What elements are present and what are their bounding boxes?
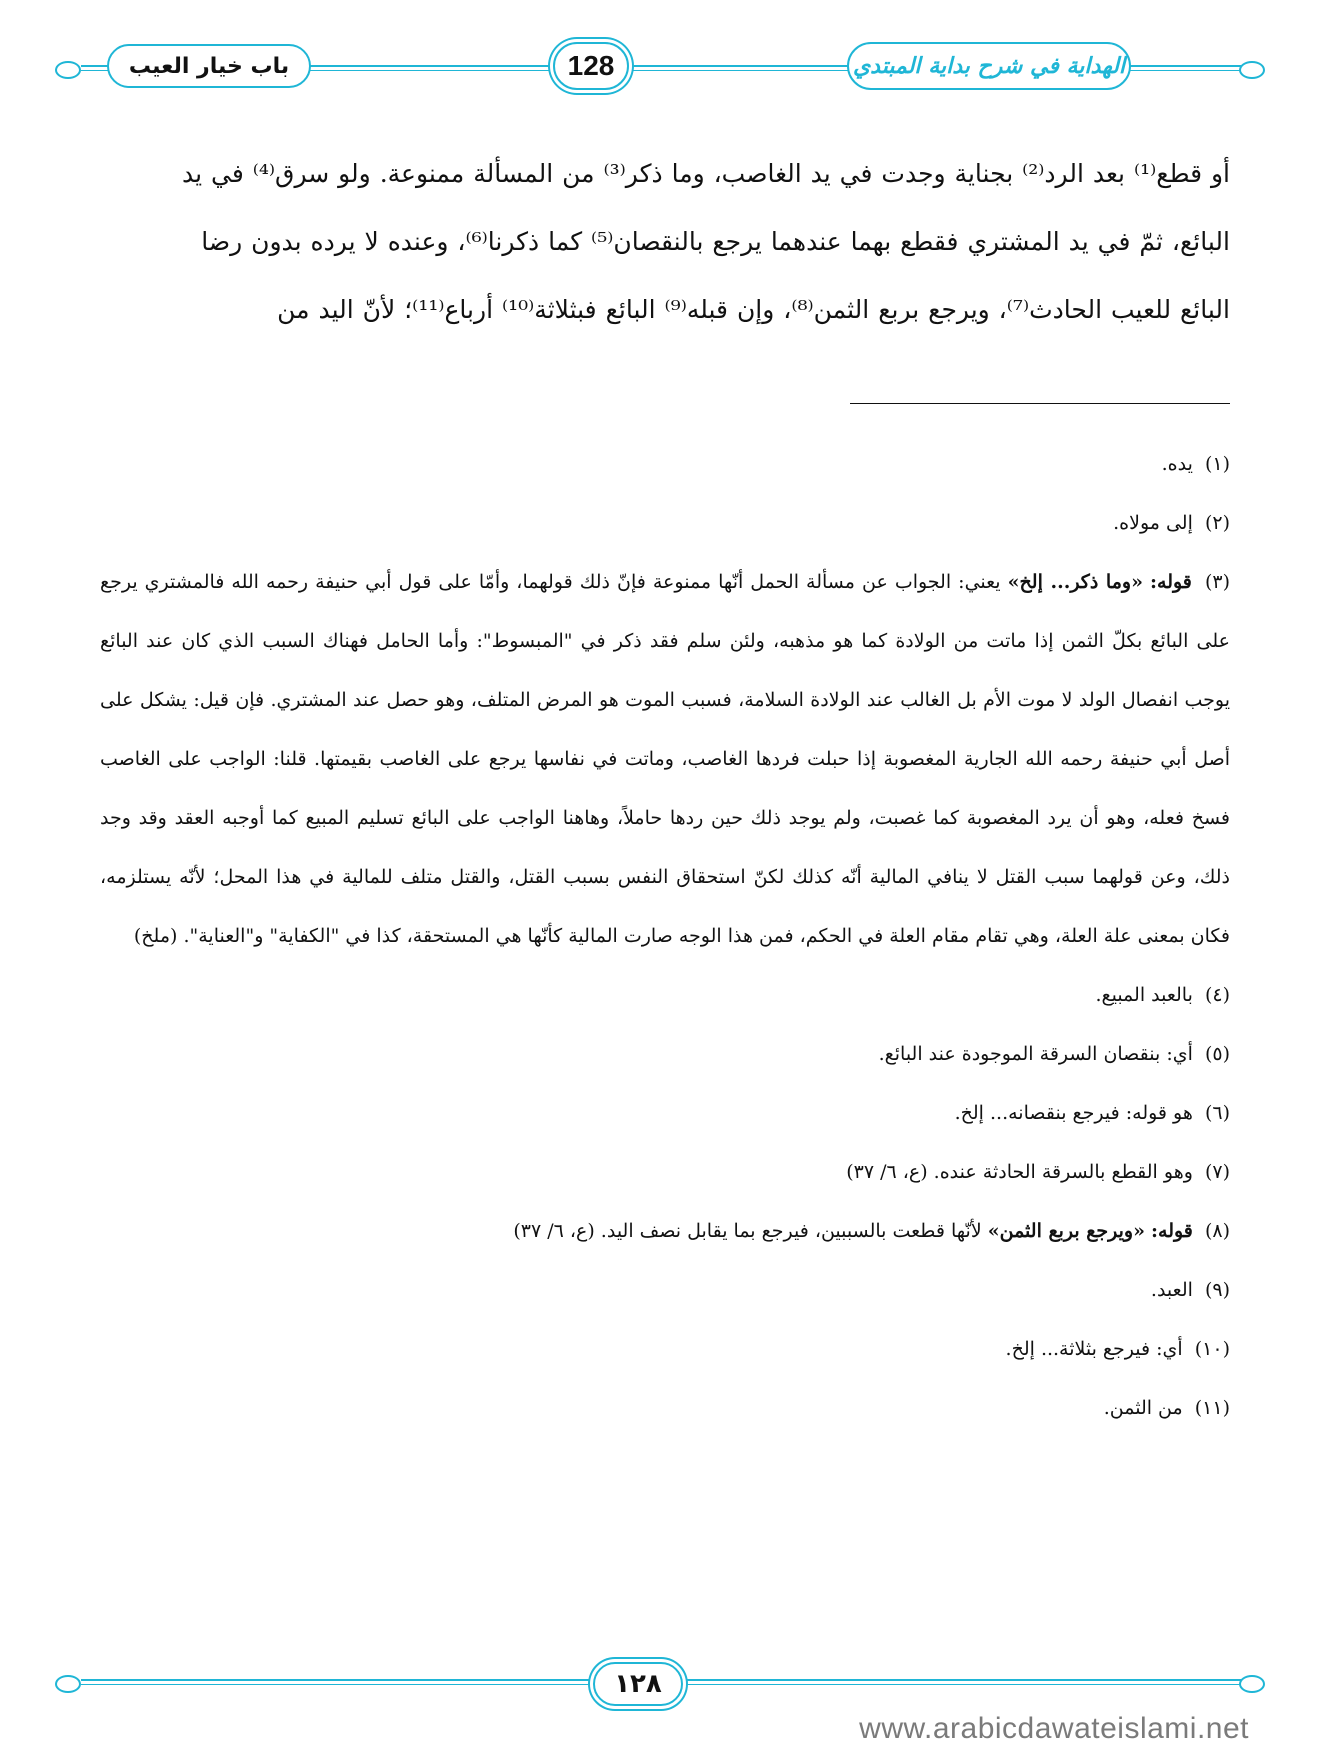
footnotes	[100, 435, 1230, 1438]
footnote-text: بالعبد المبيع.	[1095, 984, 1193, 1006]
page-footer	[55, 1660, 1265, 1710]
footnote-separator	[850, 403, 1230, 404]
ornament-cap-left	[55, 1675, 81, 1693]
footnote-number: (٣)	[1204, 571, 1230, 593]
book-title-logo: الهداية في شرح بداية المبتدي	[852, 53, 1126, 79]
main-text-line: أو قطع⁽¹⁾ بعد الرد⁽²⁾ بجناية وجدت في يد الغاصب، وما ذكر⁽³⁾ من المسألة ممنوعة. ولو سرق⁽⁴⁾ في يد	[181, 159, 1230, 188]
footnote-text: هو قوله: فيرجع بنقصانه... إلخ.	[954, 1102, 1193, 1124]
footnote-number: (٩)	[1204, 1279, 1230, 1301]
ornament-cap-left	[55, 61, 81, 79]
footnote-number: (١١)	[1194, 1397, 1230, 1419]
ornament-cap-right	[1239, 61, 1265, 79]
footnote-text: أي: فيرجع بثلاثة... إلخ.	[1005, 1338, 1183, 1360]
page-header	[55, 48, 1265, 108]
footnote-number: (١)	[1204, 453, 1230, 475]
watermark-url: www.arabicdawateislami.net	[859, 1712, 1249, 1745]
footnote-text: لأنّها قطعت بالسببين، فيرجع بما يقابل نصف اليد. (ع، ٦/ ٣٧)	[513, 1220, 982, 1242]
footnote-text: إلى مولاه.	[1113, 512, 1193, 534]
main-text-line: البائع للعيب الحادث⁽⁷⁾، ويرجع بربع الثمن⁽⁸⁾، وإن قبله⁽⁹⁾ البائع فبثلاثة⁽¹⁰⁾ أرباع⁽¹¹⁾؛ لأنّ اليد من	[277, 295, 1230, 324]
page-number: 128	[567, 50, 615, 81]
footnote-text: أي: بنقصان السرقة الموجودة عند البائع.	[878, 1043, 1193, 1065]
footnote-quote: «ويرجع بربع الثمن»	[987, 1220, 1145, 1242]
page-number-box	[553, 42, 629, 90]
footnote-number: (٧)	[1204, 1161, 1230, 1183]
footer-page-number-box	[593, 1662, 683, 1706]
footnote-item	[100, 1143, 1230, 1202]
ornament-cap-right	[1239, 1675, 1265, 1693]
footnote-number: (٥)	[1204, 1043, 1230, 1065]
footnote-item	[100, 966, 1230, 1025]
footnote-number: (٨)	[1204, 1220, 1230, 1242]
chapter-title: باب خيار العيب	[128, 53, 290, 79]
footnote-text: يعني: الجواب عن مسألة الحمل أنّها ممنوعة فإنّ ذلك قولهما، وأمّا على قول أبي حنيفة رحمه الله فالمشتري يرجع على البائع بكلّ الثمن إذا ماتت من الولادة كما هو مذهبه، ولئن سلم فقد ذكر في "المبسوط": وأما الحامل فهناك السبب الذي كان عند البائع يوجب انفصال الولد لا موت الأم بل الغالب عند الولادة السلامة، فسبب الموت هو المرض المتلف، وهو حصل عند المشتري. فإن قيل: يشكل على أصل أبي حنيفة رحمه الله الجارية المغصوبة إذا حبلت فردها الغاصب، وماتت في نفاسها يرجع على الغاصب بقيمتها. قلنا: الواجب على الغاصب فسخ فعله، وهو أن يرد المغصوبة كما غصبت، ولم يوجد ذلك حين ردها حاملاً، وهاهنا الواجب على البائع تسليم المبيع كما أوجبه العقد وقد وجد ذلك، وعن قولهما سبب القتل لا ينافي المالية أنّه كذلك لكنّ استحقاق النفس بسبب القتل، والقتل متلف للمالية في هذا المحل؛ لأنّه يستلزمه، فكان بمعنى علة العلة، وهي تقام مقام العلة في الحكم، فمن هذا الوجه صارت المالية كأنّها هي المستحقة، كذا في "الكفاية" و"العناية". (ملخ)	[100, 571, 1230, 947]
footnote-text: العبد.	[1150, 1279, 1193, 1301]
footnote-item	[100, 1261, 1230, 1320]
footnote-item	[100, 1202, 1230, 1261]
footnote-number: (٤)	[1204, 984, 1230, 1006]
footnote-lead: قوله:	[1151, 1220, 1193, 1242]
footnote-number: (١٠)	[1194, 1338, 1230, 1360]
footnote-item	[100, 553, 1230, 966]
chapter-title-box	[107, 44, 311, 88]
footnote-text: يده.	[1161, 453, 1193, 475]
footnote-text: وهو القطع بالسرقة الحادثة عنده. (ع، ٦/ ٣٧)	[846, 1161, 1193, 1183]
footnote-item	[100, 1379, 1230, 1438]
footer-page-number: ١٢٨	[614, 1669, 662, 1699]
footnote-item	[100, 1025, 1230, 1084]
footnote-item	[100, 1084, 1230, 1143]
footnote-lead: قوله:	[1150, 571, 1192, 593]
footnote-quote: «وما ذكر... إلخ»	[1007, 571, 1143, 593]
footnote-text: من الثمن.	[1103, 1397, 1183, 1419]
footnote-item	[100, 435, 1230, 494]
footnote-number: (٦)	[1204, 1102, 1230, 1124]
main-text	[100, 140, 1230, 344]
footnote-item	[100, 494, 1230, 553]
book-title-box	[847, 42, 1131, 90]
main-text-line: البائع، ثمّ في يد المشتري فقطع بهما عندهما يرجع بالنقصان⁽⁵⁾ كما ذكرنا⁽⁶⁾، وعنده لا يرده بدون رضا	[201, 227, 1230, 256]
footnote-number: (٢)	[1204, 512, 1230, 534]
footnote-item	[100, 1320, 1230, 1379]
